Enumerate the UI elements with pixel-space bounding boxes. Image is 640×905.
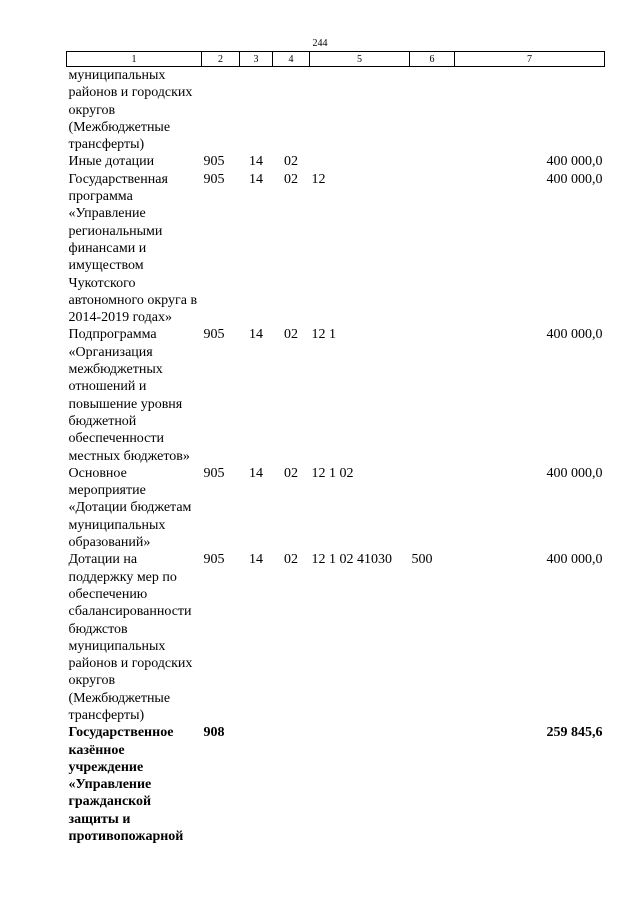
row-section: 14	[249, 327, 263, 343]
table-row	[67, 67, 605, 154]
row-target-article: 12	[311, 171, 326, 187]
row-subsection	[273, 724, 310, 845]
row-subsection: 02	[284, 465, 298, 481]
row-target-article	[310, 67, 410, 154]
column-header: 5	[310, 52, 410, 67]
column-header: 2	[202, 52, 240, 67]
row-amount: 400 000,0	[546, 552, 603, 568]
row-name: Дотации на поддержку мер по обеспечению сбалансированности бюджстов муниципальных районов и городских округов (Межбюджетные трансферты)	[68, 552, 193, 723]
row-subsection	[273, 67, 310, 154]
row-name: муниципальных районов и городских округов (Межбюджетные трансферты)	[68, 68, 193, 153]
row-amount: 400 000,0	[546, 465, 603, 481]
row-subsection: 02	[284, 154, 298, 170]
row-ministry-code: 905	[203, 327, 225, 343]
table-header-row	[67, 52, 605, 67]
row-expense-type: 500	[411, 552, 433, 568]
row-subsection: 02	[284, 171, 298, 187]
row-amount: 400 000,0	[546, 327, 603, 343]
row-amount: 400 000,0	[546, 171, 603, 187]
budget-table	[66, 51, 605, 845]
column-header: 6	[410, 52, 455, 67]
row-expense-type	[410, 465, 455, 551]
row-target-article: 12 1 02 41030	[311, 552, 392, 568]
table-row	[67, 326, 605, 464]
row-expense-type	[410, 171, 455, 327]
row-amount: 259 845,6	[546, 725, 603, 741]
table-row	[67, 171, 605, 327]
row-name: Государственное казённое учреждение «Управление гражданской защиты и противопожарной	[68, 725, 184, 845]
row-section: 14	[249, 552, 263, 568]
row-section: 14	[249, 465, 263, 481]
row-section: 14	[249, 171, 263, 187]
row-ministry-code: 905	[203, 154, 225, 170]
row-target-article: 12 1	[311, 327, 336, 343]
row-expense-type	[410, 67, 455, 154]
row-name: Иные дотации	[68, 154, 155, 170]
row-ministry-code: 905	[203, 465, 225, 481]
row-expense-type	[410, 153, 455, 170]
row-ministry-code	[202, 67, 240, 154]
row-subsection: 02	[284, 552, 298, 568]
column-header: 1	[67, 52, 202, 67]
row-target-article	[310, 153, 410, 170]
table-row	[67, 551, 605, 724]
row-section	[240, 67, 273, 154]
row-amount	[455, 67, 605, 154]
row-section: 14	[249, 154, 263, 170]
column-header: 3	[240, 52, 273, 67]
page-number: 244	[312, 38, 328, 49]
row-amount: 400 000,0	[546, 154, 603, 170]
row-ministry-code: 908	[203, 725, 225, 741]
row-ministry-code: 905	[203, 171, 225, 187]
row-name: Государственная программа «Управление региональными финансами и имуществом Чукотского автономного округа в 2014-2019 годах»	[68, 171, 198, 326]
row-name: Подпрограмма «Организация межбюджетных отношений и повышение уровня бюджетной обеспеченности местных бюджетов»	[68, 327, 190, 464]
table-row	[67, 724, 605, 845]
column-header: 4	[273, 52, 310, 67]
column-header: 7	[455, 52, 605, 67]
row-target-article	[310, 724, 410, 845]
row-section	[240, 724, 273, 845]
row-name: Основное мероприятие «Дотации бюджетам муниципальных образований»	[68, 465, 192, 551]
row-subsection: 02	[284, 327, 298, 343]
row-target-article: 12 1 02	[311, 465, 354, 481]
row-ministry-code: 905	[203, 552, 225, 568]
table-row	[67, 465, 605, 551]
row-expense-type	[410, 724, 455, 845]
row-expense-type	[410, 326, 455, 464]
table-row	[67, 153, 605, 170]
